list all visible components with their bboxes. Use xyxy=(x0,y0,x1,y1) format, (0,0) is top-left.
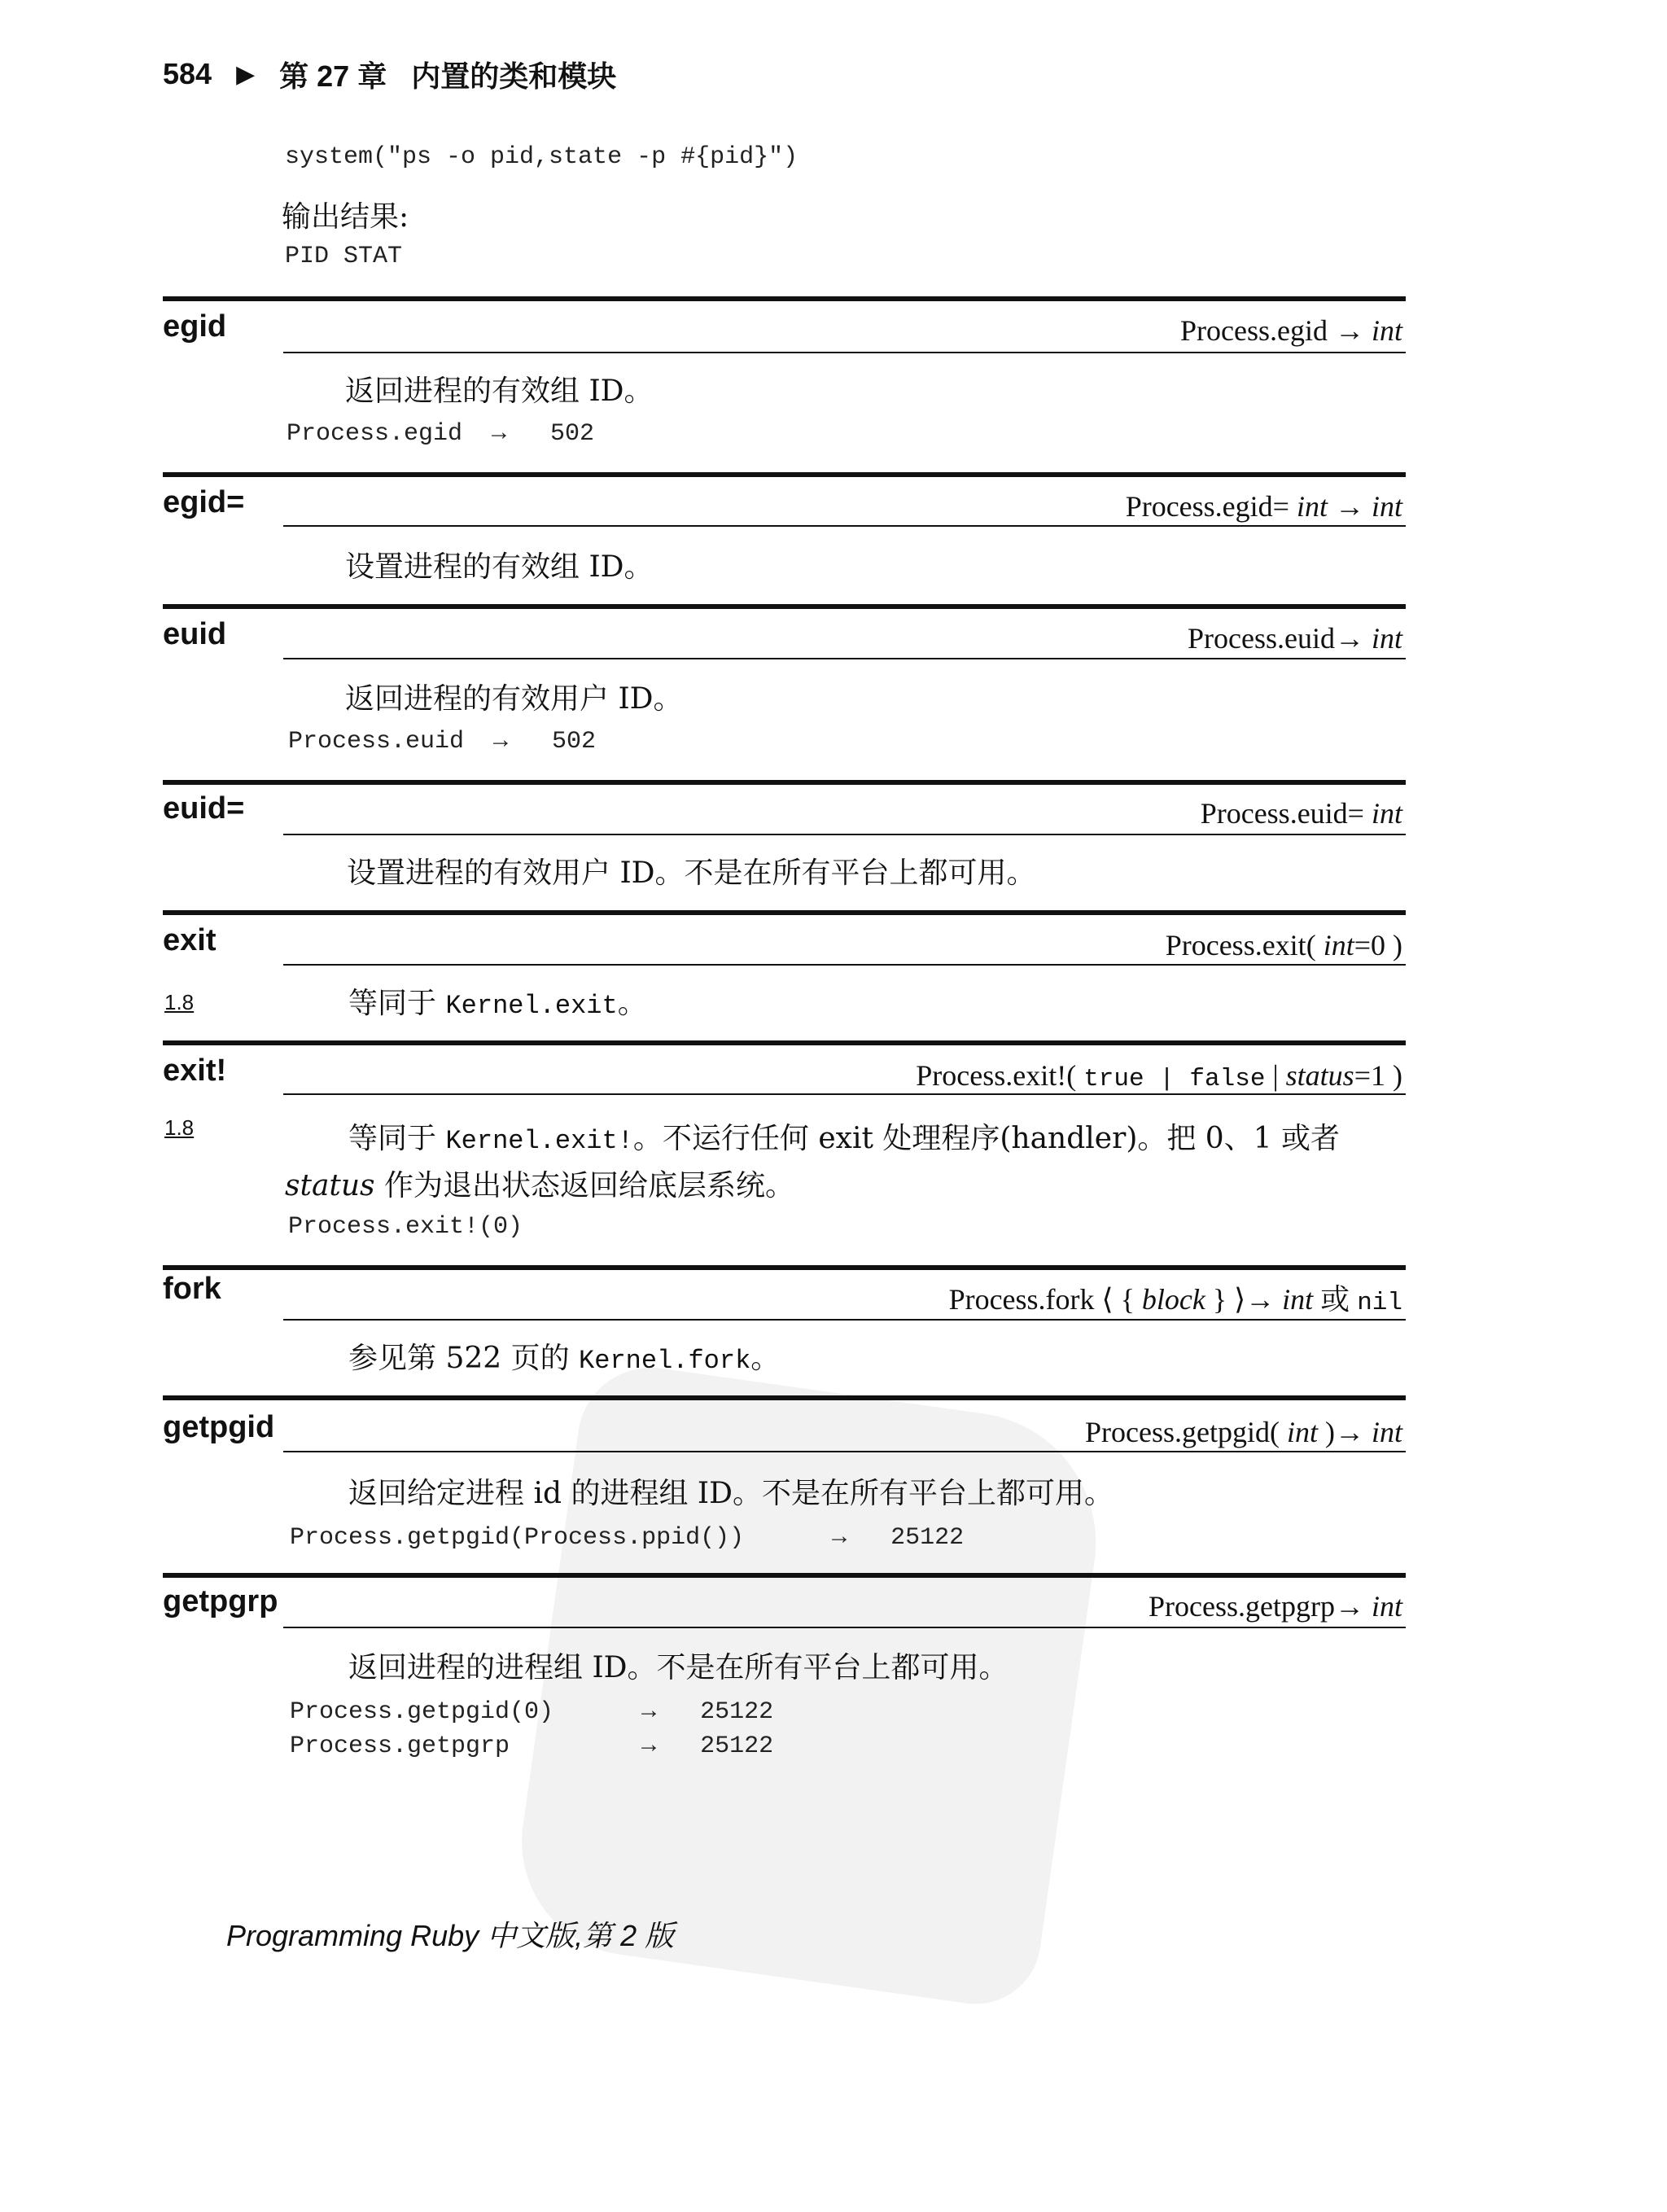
desc-getpgid: 返回给定进程 id 的进程组 ID。不是在所有平台上都可用。 xyxy=(348,1477,1114,1510)
arrow-icon: ▶ xyxy=(236,60,256,88)
page-number: 584 xyxy=(163,57,212,90)
method-name-egid: egid xyxy=(163,309,227,344)
desc-egid: 返回进程的有效组 ID。 xyxy=(345,375,654,408)
signature-rule xyxy=(283,964,1406,966)
intro-code: system("ps -o pid,state -p #{pid}") xyxy=(285,143,798,171)
signature-egid: Process.egid → int xyxy=(1180,314,1402,347)
code-getpgrp-1: Process.getpgid(0) → 25122 xyxy=(290,1698,774,1726)
code-euid: Process.euid → 502 xyxy=(288,728,597,756)
desc-getpgrp: 返回进程的进程组 ID。不是在所有平台上都可用。 xyxy=(348,1651,1009,1684)
desc-exit-bang-line2: status 作为退出状态返回给底层系统。 xyxy=(285,1169,794,1202)
signature-exit-bang: Process.exit!( true | false | status=1 ) xyxy=(916,1059,1402,1093)
section-rule xyxy=(163,780,1406,785)
signature-exit: Process.exit( int=0 ) xyxy=(1165,929,1402,961)
signature-getpgrp: Process.getpgrp→ int xyxy=(1149,1590,1402,1623)
signature-euid-set: Process.euid= int xyxy=(1200,797,1402,830)
desc-euid: 返回进程的有效用户 ID。 xyxy=(345,682,683,716)
method-name-egid-set: egid= xyxy=(163,485,245,519)
chapter-title: 内置的类和模块 xyxy=(411,59,617,93)
section-rule xyxy=(163,296,1406,301)
signature-rule xyxy=(283,1319,1406,1321)
signature-rule xyxy=(283,1093,1406,1095)
method-name-euid: euid xyxy=(163,617,227,651)
method-name-fork: fork xyxy=(163,1272,221,1306)
desc-exit-bang: 等同于 Kernel.exit!。不运行任何 exit 处理程序(handler)。把 0、1 或者 xyxy=(348,1122,1341,1156)
code-getpgid: Process.getpgid(Process.ppid()) → 25122 xyxy=(290,1524,965,1552)
desc-fork: 参见第 522 页的 Kernel.fork。 xyxy=(348,1342,781,1376)
version-badge-exit-bang: 1.8 xyxy=(164,1115,195,1140)
page-header xyxy=(163,54,616,94)
version-badge-exit: 1.8 xyxy=(164,990,195,1014)
signature-getpgid: Process.getpgid( int )→ int xyxy=(1085,1416,1402,1448)
signature-rule xyxy=(283,1627,1406,1628)
desc-euid-set: 设置进程的有效用户 ID。不是在所有平台上都可用。 xyxy=(347,856,1036,890)
code-egid: Process.egid → 502 xyxy=(287,420,595,448)
section-rule xyxy=(163,1265,1406,1270)
output-label: 输出结果: xyxy=(282,200,409,234)
signature-egid-set: Process.egid= int → int xyxy=(1125,490,1402,523)
method-name-getpgid: getpgid xyxy=(163,1410,275,1444)
method-name-exit-bang: exit! xyxy=(163,1053,227,1088)
output-text: PID STAT xyxy=(285,243,403,270)
desc-exit: 等同于 Kernel.exit。 xyxy=(348,987,647,1021)
chapter-number: 第 27 章 xyxy=(279,59,387,93)
signature-rule xyxy=(283,834,1406,835)
section-rule xyxy=(163,1573,1406,1578)
code-getpgrp-2: Process.getpgrp → 25122 xyxy=(290,1732,774,1760)
signature-rule xyxy=(283,525,1406,527)
signature-rule xyxy=(283,658,1406,659)
code-exit-bang: Process.exit!(0) xyxy=(288,1213,523,1241)
method-name-exit: exit xyxy=(163,923,217,957)
section-rule xyxy=(163,1040,1406,1045)
signature-rule xyxy=(283,1451,1406,1452)
section-rule xyxy=(163,472,1406,477)
section-rule xyxy=(163,604,1406,609)
signature-fork: Process.fork ⟨ { block } ⟩→ int 或 nil xyxy=(948,1283,1402,1317)
signature-rule xyxy=(283,352,1406,353)
method-name-euid-set: euid= xyxy=(163,791,245,826)
section-rule xyxy=(163,1395,1406,1400)
page-footer: Programming Ruby 中文版,第 2 版 xyxy=(226,1919,675,1952)
desc-egid-set: 设置进程的有效组 ID。 xyxy=(345,550,654,584)
signature-euid: Process.euid→ int xyxy=(1188,622,1402,655)
method-name-getpgrp: getpgrp xyxy=(163,1584,278,1618)
section-rule xyxy=(163,910,1406,915)
